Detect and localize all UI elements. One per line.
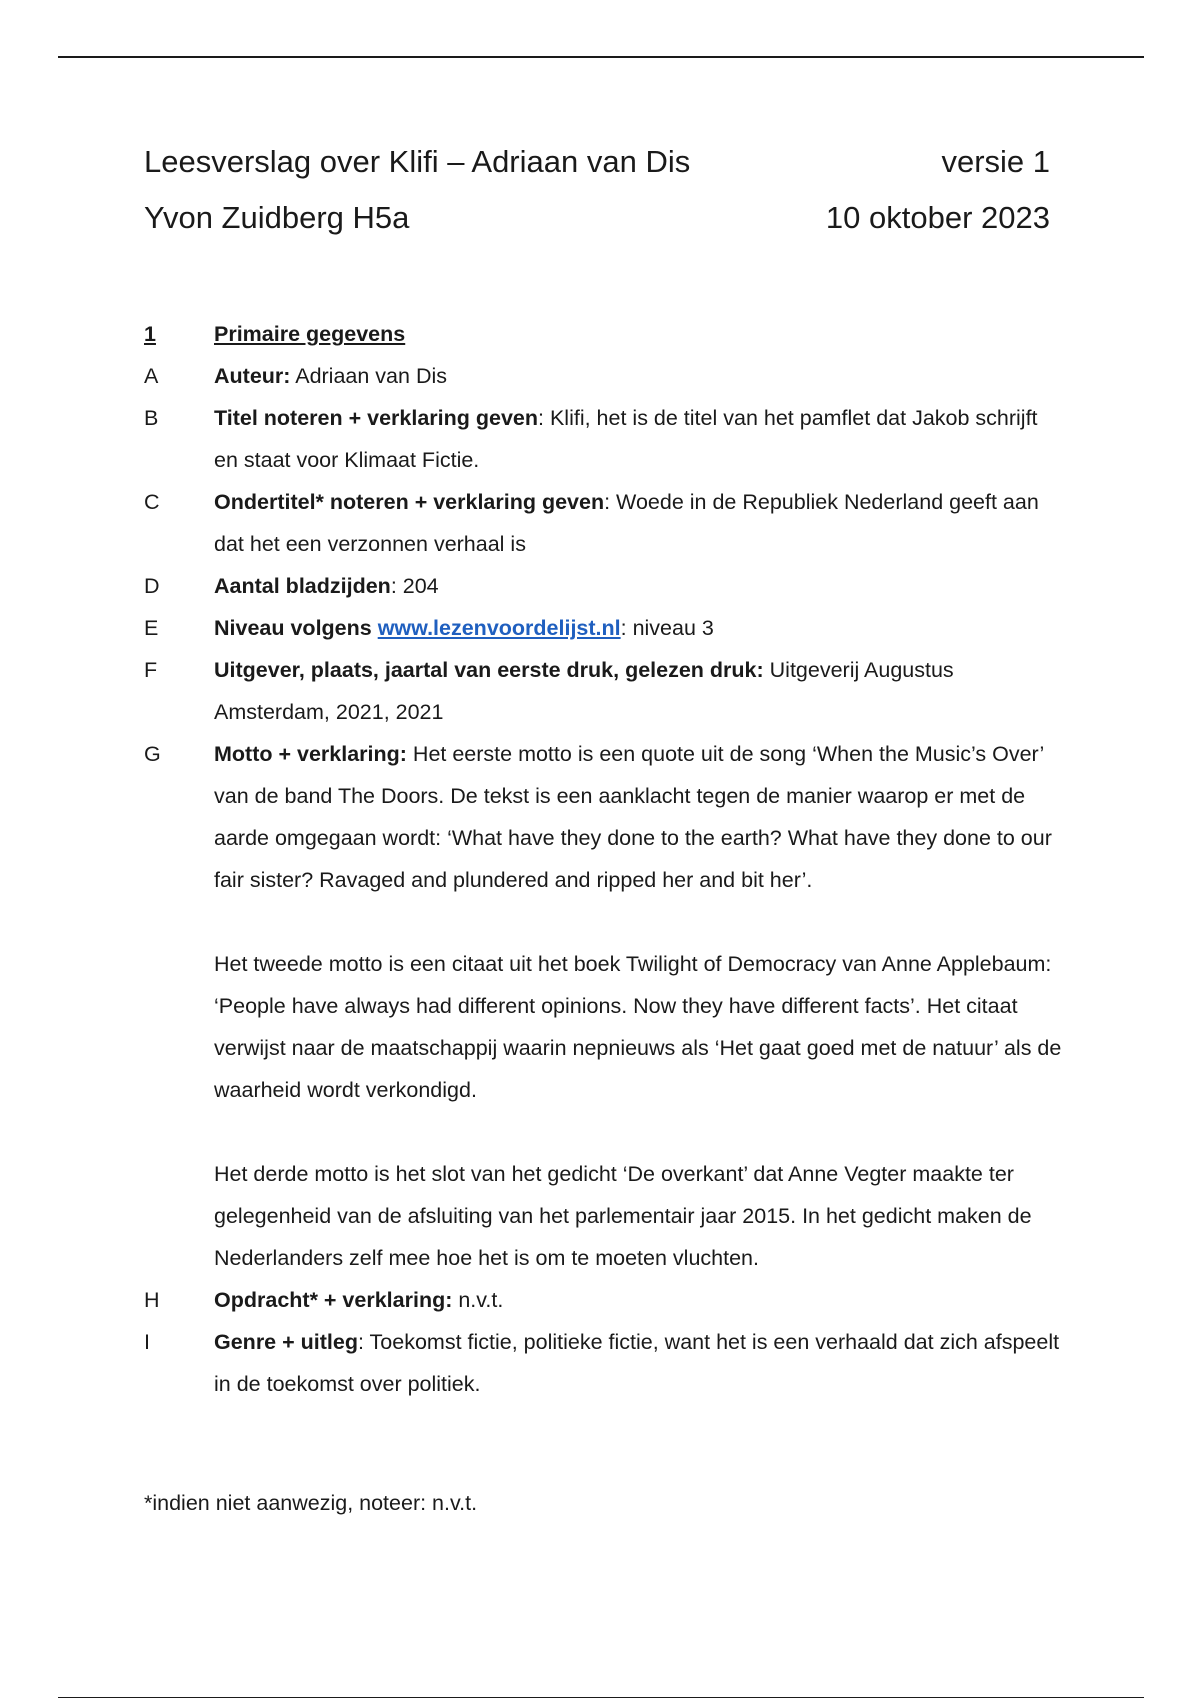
- item-label: Niveau volgens: [214, 616, 378, 640]
- document-header: [144, 142, 1050, 238]
- item-text: Uitgeverij Augustus Amsterdam, 2021, 2021: [214, 658, 954, 724]
- item-label: Auteur:: [214, 364, 291, 388]
- student-name: Yvon Zuidberg H5a: [144, 200, 410, 235]
- item-letter: C: [144, 490, 160, 514]
- report-title: Leesverslag over Klifi – Adriaan van Dis: [144, 144, 691, 179]
- item-label: Opdracht* + verklaring:: [214, 1288, 453, 1312]
- section-title: Primaire gegevens: [214, 322, 406, 346]
- section-number: 1: [144, 322, 156, 346]
- item-letter: G: [144, 742, 161, 766]
- item-letter: D: [144, 574, 160, 598]
- motto-paragraph-3: Het derde motto is het slot van het gedicht ‘De overkant’ dat Anne Vegter maakte ter gelegenheid van de afsluiting van het parlementair jaar 2015. In het gedicht maken de Nederlanders zelf mee hoe het is om te moeten vluchten.: [214, 1162, 1032, 1270]
- item-letter: H: [144, 1288, 160, 1312]
- primary-data-section: [144, 313, 1064, 1405]
- item-letter: B: [144, 406, 159, 430]
- lezenvoordelijst-link[interactable]: www.lezenvoordelijst.nl: [377, 616, 621, 640]
- motto-paragraph-2: Het tweede motto is een citaat uit het boek Twilight of Democracy van Anne Applebaum: ‘People have always had different opinions. Now they have different facts’. Het citaat verwijst naar de maatschappij waarin nepnieuws als ‘Het gaat goed met de natuur’ als de waarheid wordt verkondigd.: [214, 952, 1062, 1102]
- item-level: [144, 607, 1064, 649]
- item-letter: I: [144, 1330, 150, 1354]
- footnote: *indien niet aanwezig, noteer: n.v.t.: [144, 1491, 478, 1515]
- item-letter: A: [144, 364, 159, 388]
- item-text: n.v.t.: [452, 1288, 504, 1312]
- top-rule: [58, 56, 1144, 58]
- item-label: Aantal bladzijden: [214, 574, 391, 598]
- section-heading: [144, 313, 1064, 355]
- item-motto: [144, 733, 1064, 1279]
- item-dedication: [144, 1279, 1064, 1321]
- item-publisher: [144, 649, 1064, 733]
- item-label: Genre + uitleg: [214, 1330, 358, 1354]
- item-text: : Toekomst fictie, politieke fictie, want het is een verhaald dat zich afspeelt in de toekomst over politiek.: [214, 1330, 1060, 1396]
- report-date: 10 oktober 2023: [825, 200, 1050, 235]
- item-label: Ondertitel* noteren + verklaring geven: [214, 490, 605, 514]
- version-label: versie 1: [941, 144, 1050, 179]
- item-subtitle: [144, 481, 1064, 565]
- item-title: [144, 397, 1064, 481]
- item-text: : Klifi, het is de titel van het pamflet dat Jakob schrijft en staat voor Klimaat Fictie.: [214, 406, 1038, 472]
- item-label: Motto + verklaring:: [214, 742, 407, 766]
- item-genre: [144, 1321, 1064, 1405]
- item-letter: F: [144, 658, 158, 682]
- item-text: Adriaan van Dis: [290, 364, 447, 388]
- item-label: Uitgever, plaats, jaartal van eerste druk, gelezen druk:: [214, 658, 764, 682]
- item-letter: E: [144, 616, 159, 640]
- item-text: : niveau 3: [620, 616, 714, 640]
- item-author: [144, 355, 1064, 397]
- item-text: Het eerste motto is een quote uit de song ‘When the Music’s Over’ van de band The Doors. De tekst is een aanklacht tegen de manier waarop er met de aarde omgegaan wordt: ‘What have they done to the earth? What have they done to our fair sister? Ravaged and plundered and ripped her and bit her’.: [214, 742, 1052, 892]
- item-text: : 204: [390, 574, 439, 598]
- bottom-rule: [58, 1697, 1144, 1698]
- item-text: : Woede in de Republiek Nederland geeft aan dat het een verzonnen verhaal is: [214, 490, 1039, 556]
- item-page-count: [144, 565, 1064, 607]
- item-label: Titel noteren + verklaring geven: [214, 406, 539, 430]
